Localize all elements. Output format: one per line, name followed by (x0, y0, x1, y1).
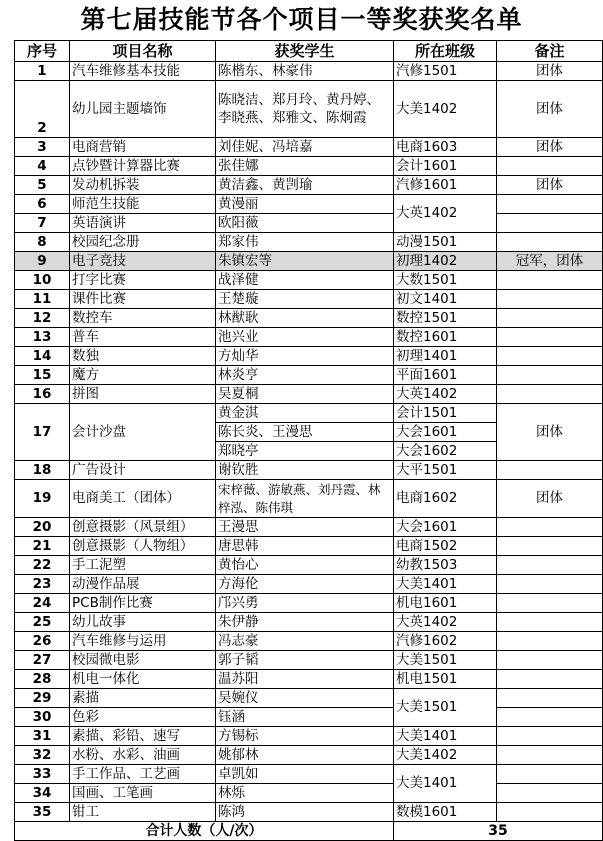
row-item: 素描、彩铅、速写 (70, 727, 216, 746)
table-row (15, 366, 603, 385)
table-row (15, 309, 603, 328)
row-name: 姚郁林 (216, 746, 394, 765)
total-label: 合计人数（人/次） (15, 822, 394, 841)
row-note (497, 290, 603, 309)
table-row (15, 575, 603, 594)
row-class: 电商1603 (394, 138, 497, 157)
row-name: 温苏阳 (216, 670, 394, 689)
row-note: 团体 (497, 404, 603, 461)
row-no: 8 (15, 233, 70, 252)
row-class: 会计1501 (394, 404, 497, 423)
row-no: 22 (15, 556, 70, 575)
row-item: 英语演讲 (70, 214, 216, 233)
row-name: 郑晓亭 (216, 442, 394, 461)
row-no: 3 (15, 138, 70, 157)
row-item: 国画、工笔画 (70, 784, 216, 803)
row-item: 电商营销 (70, 138, 216, 157)
row-item: 魔方 (70, 366, 216, 385)
row-class: 初文1401 (394, 290, 497, 309)
row-class: 初理1401 (394, 347, 497, 366)
table-row (15, 138, 603, 157)
row-note (497, 271, 603, 290)
row-item: 汽车维修与运用 (70, 632, 216, 651)
row-class: 数控1501 (394, 309, 497, 328)
row-note (497, 613, 603, 632)
row-item: 幼儿园主题墙饰 (70, 81, 216, 138)
row-item: 普车 (70, 328, 216, 347)
row-class: 大平1501 (394, 461, 497, 480)
row-name: 方海伦 (216, 575, 394, 594)
table-row (15, 81, 603, 138)
row-no: 10 (15, 271, 70, 290)
row-class: 机电1601 (394, 594, 497, 613)
table-row (15, 537, 603, 556)
row-class: 大美1402 (394, 81, 497, 138)
row-name: 陈晓洁、郑月玲、黄丹婷、李晓燕、郑雅文、陈炯霞 (216, 81, 394, 138)
table-row (15, 176, 603, 195)
row-name: 郑家伟 (216, 233, 394, 252)
row-note (497, 309, 603, 328)
row-note (497, 347, 603, 366)
row-class: 电商1502 (394, 537, 497, 556)
table-row (15, 461, 603, 480)
row-note: 团体 (497, 176, 603, 195)
row-note: 团体 (497, 138, 603, 157)
row-name: 邝兴勇 (216, 594, 394, 613)
row-class: 会计1601 (394, 157, 497, 176)
row-name: 黄金淇 (216, 404, 394, 423)
row-name: 宋梓薇、游敏燕、刘丹霞、林梓泓、陈伟琪 (216, 480, 394, 518)
row-note: 冠军，团体 (497, 252, 603, 271)
table-row (15, 480, 603, 518)
row-no: 13 (15, 328, 70, 347)
row-class: 汽修1501 (394, 62, 497, 81)
table-row (15, 594, 603, 613)
row-item: 创意摄影（人物组） (70, 537, 216, 556)
row-item: 色彩 (70, 708, 216, 727)
row-class: 大美1401 (394, 727, 497, 746)
row-note (497, 803, 603, 822)
row-no: 4 (15, 157, 70, 176)
table-row (15, 613, 603, 632)
row-class: 大会1601 (394, 423, 497, 442)
table-row (15, 746, 603, 765)
header-class: 所在班级 (394, 41, 497, 62)
row-name: 林烁 (216, 784, 394, 803)
row-note (497, 195, 603, 214)
row-name: 陈楷东、林豪伟 (216, 62, 394, 81)
row-no: 29 (15, 689, 70, 708)
table-row (15, 62, 603, 81)
table-row (15, 689, 603, 708)
row-name: 朱伊静 (216, 613, 394, 632)
row-note (497, 670, 603, 689)
row-no: 28 (15, 670, 70, 689)
row-item: 素描 (70, 689, 216, 708)
row-item: 手工泥塑 (70, 556, 216, 575)
row-note (497, 765, 603, 784)
row-no: 12 (15, 309, 70, 328)
row-name: 黄怡心 (216, 556, 394, 575)
row-class: 大会1601 (394, 518, 497, 537)
row-no: 9 (15, 252, 70, 271)
row-no: 1 (15, 62, 70, 81)
row-note: 团体 (497, 62, 603, 81)
row-note (497, 727, 603, 746)
row-note (497, 746, 603, 765)
row-name: 谢钦胜 (216, 461, 394, 480)
row-item: 机电一体化 (70, 670, 216, 689)
table-row (15, 727, 603, 746)
row-no: 11 (15, 290, 70, 309)
row-name: 冯志豪 (216, 632, 394, 651)
row-no: 34 (15, 784, 70, 803)
table-row (15, 271, 603, 290)
table-row (15, 708, 603, 727)
row-no: 2 (15, 81, 70, 138)
row-no: 19 (15, 480, 70, 518)
total-value: 35 (394, 822, 603, 841)
award-table (14, 40, 603, 841)
row-item: 电商美工（团体） (70, 480, 216, 518)
header-row (15, 41, 603, 62)
row-item: 手工作品、工艺画 (70, 765, 216, 784)
row-no: 5 (15, 176, 70, 195)
row-note (497, 233, 603, 252)
row-no: 7 (15, 214, 70, 233)
row-class: 初理1402 (394, 252, 497, 271)
row-name: 黄漫丽 (216, 195, 394, 214)
row-class: 动漫1501 (394, 233, 497, 252)
row-no: 32 (15, 746, 70, 765)
row-note (497, 784, 603, 803)
header-name: 获奖学生 (216, 41, 394, 62)
row-item: 汽车维修基本技能 (70, 62, 216, 81)
row-class: 机电1501 (394, 670, 497, 689)
row-name: 卓凯如 (216, 765, 394, 784)
row-item: 钳工 (70, 803, 216, 822)
row-class: 大英1402 (394, 613, 497, 632)
row-class: 大美1501 (394, 689, 497, 727)
table-row (15, 404, 603, 423)
row-no: 26 (15, 632, 70, 651)
row-item: 幼儿故事 (70, 613, 216, 632)
row-no: 18 (15, 461, 70, 480)
row-item: 创意摄影（风景组） (70, 518, 216, 537)
row-note (497, 385, 603, 404)
row-name: 刘佳妮、冯培嘉 (216, 138, 394, 157)
row-item: 课件比赛 (70, 290, 216, 309)
row-item: 会计沙盘 (70, 404, 216, 461)
row-no: 6 (15, 195, 70, 214)
row-item: 打字比赛 (70, 271, 216, 290)
table-row (15, 784, 603, 803)
table-row (15, 157, 603, 176)
table-row (15, 803, 603, 822)
row-note: 团体 (497, 81, 603, 138)
row-name: 唐思韩 (216, 537, 394, 556)
row-note (497, 651, 603, 670)
row-item: 广告设计 (70, 461, 216, 480)
row-name: 战泽健 (216, 271, 394, 290)
row-no: 20 (15, 518, 70, 537)
row-no: 14 (15, 347, 70, 366)
row-class: 大美1501 (394, 651, 497, 670)
row-item: 动漫作品展 (70, 575, 216, 594)
row-note (497, 157, 603, 176)
row-no: 16 (15, 385, 70, 404)
row-note: 团体 (497, 480, 603, 518)
row-no: 30 (15, 708, 70, 727)
row-note (497, 632, 603, 651)
row-no: 24 (15, 594, 70, 613)
table-row (15, 195, 603, 214)
row-class: 大数1501 (394, 271, 497, 290)
row-class: 大英1402 (394, 385, 497, 404)
row-name: 林猷耿 (216, 309, 394, 328)
row-note (497, 366, 603, 385)
header-note: 备注 (497, 41, 603, 62)
row-name: 陈长炎、王漫思 (216, 423, 394, 442)
row-name: 钰涵 (216, 708, 394, 727)
row-item: 数独 (70, 347, 216, 366)
row-class: 电商1602 (394, 480, 497, 518)
row-name: 林炎亨 (216, 366, 394, 385)
header-item: 项目名称 (70, 41, 216, 62)
table-row (15, 290, 603, 309)
row-name: 欧阳薇 (216, 214, 394, 233)
row-note (497, 214, 603, 233)
row-no: 27 (15, 651, 70, 670)
row-no: 25 (15, 613, 70, 632)
row-item: 点钞暨计算器比赛 (70, 157, 216, 176)
table-row-highlighted (15, 252, 603, 271)
row-note (497, 575, 603, 594)
row-class: 大英1402 (394, 195, 497, 233)
table-row (15, 651, 603, 670)
row-note (497, 556, 603, 575)
row-note (497, 537, 603, 556)
row-class: 大美1402 (394, 746, 497, 765)
row-no: 35 (15, 803, 70, 822)
row-note (497, 518, 603, 537)
table-row (15, 347, 603, 366)
row-item: 水粉、水彩、油画 (70, 746, 216, 765)
row-name: 郭子韬 (216, 651, 394, 670)
row-note (497, 594, 603, 613)
row-name: 王漫思 (216, 518, 394, 537)
table-row (15, 556, 603, 575)
table-row (15, 328, 603, 347)
table-row (15, 765, 603, 784)
row-class: 汽修1601 (394, 176, 497, 195)
row-name: 吴夏桐 (216, 385, 394, 404)
row-item: PCB制作比赛 (70, 594, 216, 613)
row-name: 王楚璇 (216, 290, 394, 309)
row-class: 大会1602 (394, 442, 497, 461)
row-note (497, 708, 603, 727)
row-no: 21 (15, 537, 70, 556)
row-name: 方锡标 (216, 727, 394, 746)
table-row (15, 518, 603, 537)
row-class: 数模1601 (394, 803, 497, 822)
row-no: 23 (15, 575, 70, 594)
row-no: 31 (15, 727, 70, 746)
row-name: 黄洁鑫、黄剀瑜 (216, 176, 394, 195)
row-class: 大美1401 (394, 575, 497, 594)
row-no: 33 (15, 765, 70, 784)
row-name: 池兴业 (216, 328, 394, 347)
row-class: 大美1401 (394, 765, 497, 803)
table-row (15, 214, 603, 233)
row-item: 发动机拆装 (70, 176, 216, 195)
row-note (497, 461, 603, 480)
row-class: 汽修1602 (394, 632, 497, 651)
row-item: 电子竞技 (70, 252, 216, 271)
row-item: 师范生技能 (70, 195, 216, 214)
table-row (15, 233, 603, 252)
row-item: 校园纪念册 (70, 233, 216, 252)
row-class: 数控1601 (394, 328, 497, 347)
row-class: 幼教1503 (394, 556, 497, 575)
row-name: 方灿华 (216, 347, 394, 366)
total-row (15, 822, 603, 841)
table-row (15, 632, 603, 651)
row-name: 张佳娜 (216, 157, 394, 176)
row-name: 陈鸿 (216, 803, 394, 822)
header-no: 序号 (15, 41, 70, 62)
row-item: 拼图 (70, 385, 216, 404)
page-title: 第七届技能节各个项目一等奖获奖名单 (80, 5, 523, 34)
row-class: 平面1601 (394, 366, 497, 385)
row-item: 数控车 (70, 309, 216, 328)
row-item: 校园微电影 (70, 651, 216, 670)
row-no: 15 (15, 366, 70, 385)
table-row (15, 670, 603, 689)
row-note (497, 328, 603, 347)
row-name: 朱镇宏等 (216, 252, 394, 271)
row-name: 吴婉仪 (216, 689, 394, 708)
table-row (15, 385, 603, 404)
row-no: 17 (15, 404, 70, 461)
row-note (497, 689, 603, 708)
